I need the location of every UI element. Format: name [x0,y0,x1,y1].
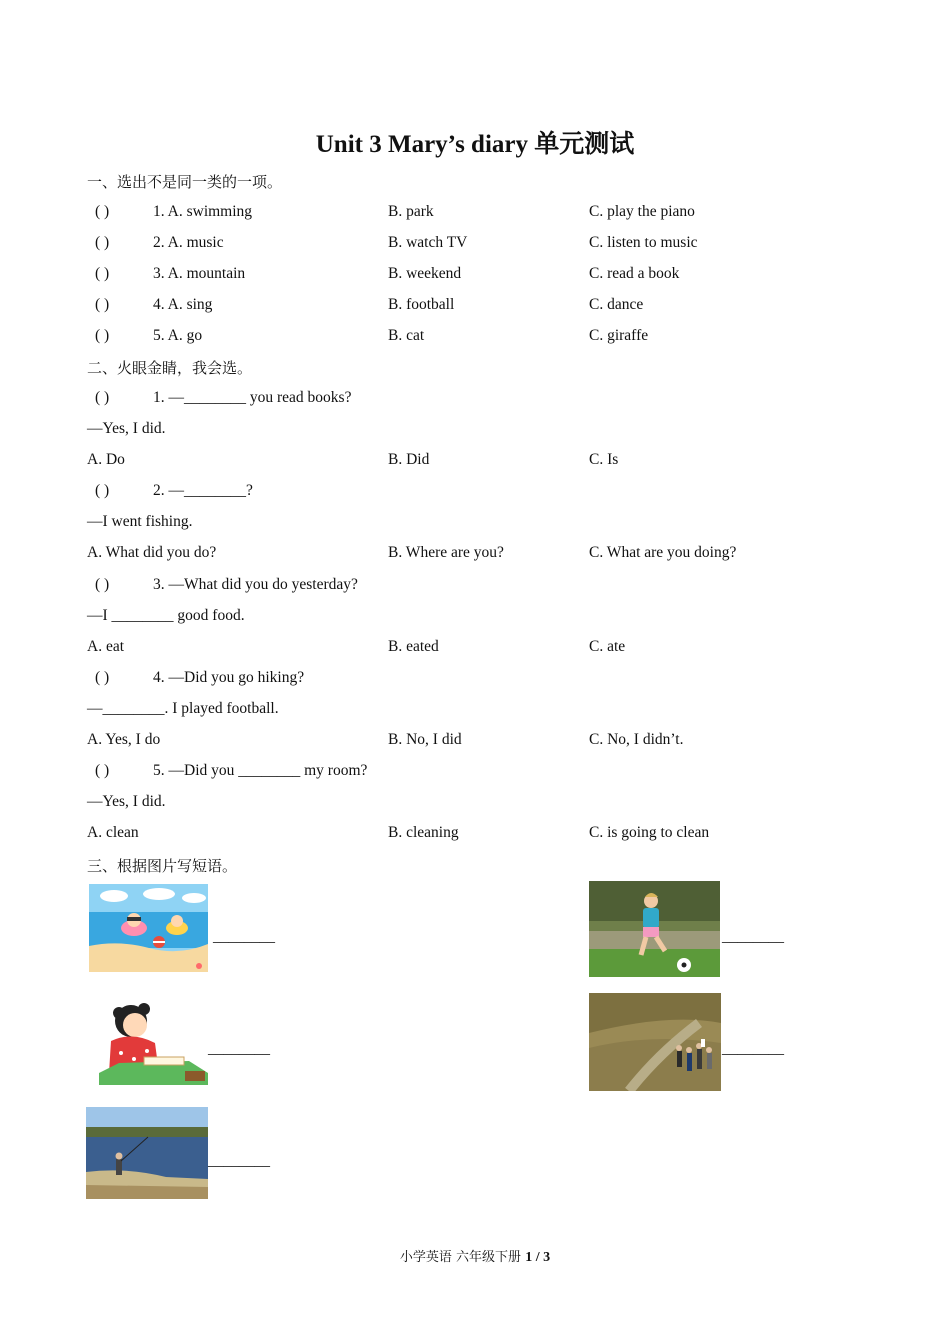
question-text: 4. —Did you go hiking? [153,669,305,686]
option-a: A. eat [87,638,125,655]
answer-line: —Yes, I did. [87,793,166,810]
answer-blank[interactable]: ________ [722,1040,784,1057]
section3-heading: 三、根据图片写短语。 [87,857,238,875]
option-a: A. What did you do? [87,544,217,561]
option-c: C. No, I didn’t. [589,731,684,748]
answer-blank[interactable]: ________ [213,928,275,945]
answer-blank[interactable]: ________ [208,1152,270,1169]
option-b: B. No, I did [388,731,462,748]
answer-paren[interactable]: ( ) [95,296,110,313]
option-b: B. watch TV [388,234,468,251]
answer-line: —________. I played football. [87,700,279,717]
hiking-picture [589,993,721,1091]
question-text: 2. —________? [153,482,253,499]
question-text: 3. —What did you do yesterday? [153,576,358,593]
answer-line: —I ________ good food. [87,607,245,624]
page-footer [0,1246,950,1266]
answer-paren[interactable]: ( ) [95,669,110,686]
option-a: A. Do [87,451,125,468]
option-c: C. listen to music [589,234,698,251]
option-b: B. weekend [388,265,462,282]
option-c: C. Is [589,451,619,468]
answer-paren[interactable]: ( ) [95,389,110,406]
option-b: B. Where are you? [388,544,504,561]
option-c: C. ate [589,638,626,655]
option-a: A. Yes, I do [87,731,161,748]
footer-subject: 小学英语 六年级下册 [399,1250,522,1265]
reading-picture [89,993,208,1085]
question-text: 1. —________ you read books? [153,389,352,406]
answer-blank[interactable]: ________ [208,1040,270,1057]
option-c: C. is going to clean [589,824,710,841]
option-b: B. Did [388,451,430,468]
football-picture [589,881,720,977]
answer-paren[interactable]: ( ) [95,234,110,251]
answer-line: —I went fishing. [87,513,193,530]
option-c: C. What are you doing? [589,544,737,561]
option-a: 3. A. mountain [153,265,246,282]
option-a: 1. A. swimming [153,203,253,220]
option-c: C. play the piano [589,203,695,220]
option-a: 2. A. music [153,234,224,251]
option-b: B. eated [388,638,439,655]
answer-paren[interactable]: ( ) [95,203,110,220]
section2-heading: 二、火眼金睛，我会选。 [87,359,253,377]
section1-heading: 一、选出不是同一类的一项。 [87,173,283,191]
option-c: C. dance [589,296,644,313]
option-a: 4. A. sing [153,296,213,313]
option-a: 5. A. go [153,327,203,344]
answer-line: —Yes, I did. [87,420,166,437]
fishing-picture [86,1107,208,1199]
option-b: B. park [388,203,434,220]
option-b: B. football [388,296,455,313]
option-b: B. cat [388,327,425,344]
option-c: C. read a book [589,265,680,282]
page-title: Unit 3 Mary’s diary 单元测试 [315,131,635,158]
answer-paren[interactable]: ( ) [95,482,110,499]
answer-paren[interactable]: ( ) [95,762,110,779]
question-text: 5. —Did you ________ my room? [153,762,368,779]
swimming-picture [89,884,208,972]
option-b: B. cleaning [388,824,459,841]
answer-paren[interactable]: ( ) [95,327,110,344]
option-c: C. giraffe [589,327,649,344]
answer-blank[interactable]: ________ [722,928,784,945]
option-a: A. clean [87,824,139,841]
answer-paren[interactable]: ( ) [95,576,110,593]
page-number: 1 / 3 [525,1250,551,1265]
answer-paren[interactable]: ( ) [95,265,110,282]
